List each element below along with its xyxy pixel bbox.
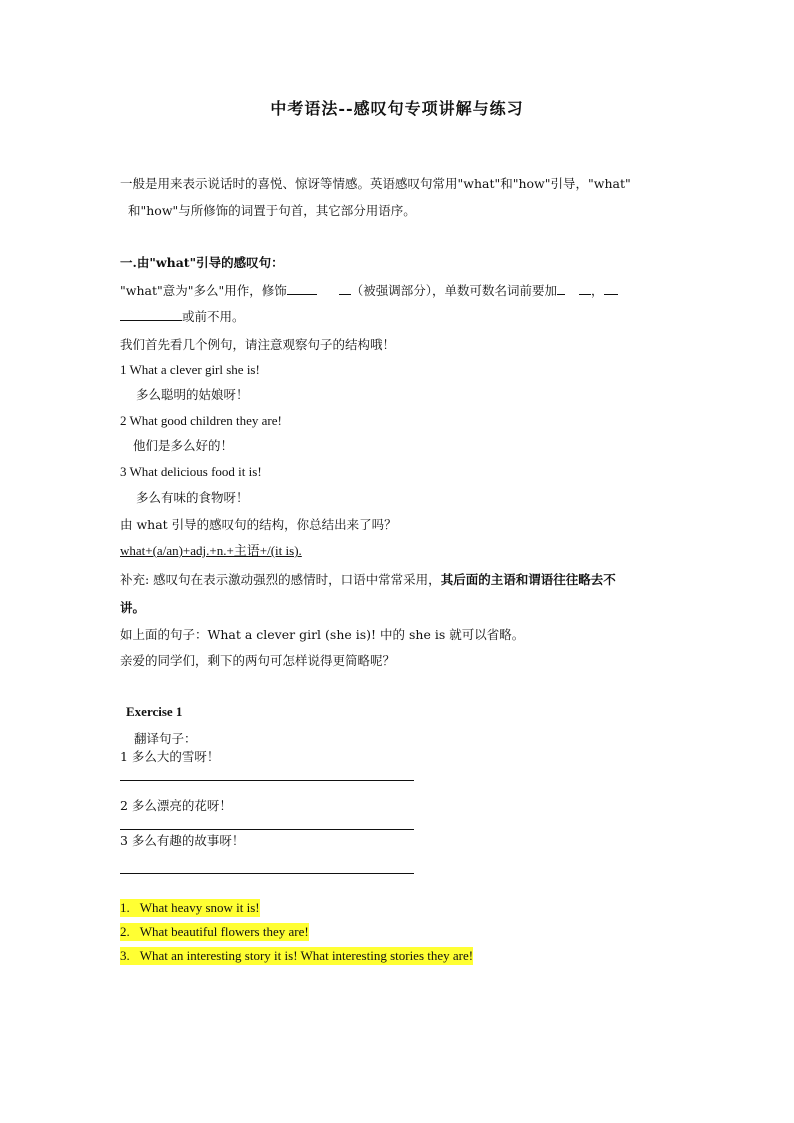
omission-example: 如上面的句子：What a clever girl (she is)! 中的 she is 就可以省略。 [120,627,525,642]
example-3-en: 3 What delicious food it is! [120,464,262,479]
answer-line-1 [120,780,414,781]
answer-3-text: What an interesting story it is! What interesting stories they are! [139,948,474,963]
desc-part-a: "what"意为"多么"用作，修饰 [120,283,287,298]
desc-part-b: （被强调部分），单数可数名词前要加 [350,283,557,298]
section1-desc-line2 [120,308,245,326]
exercise-item-2: 2 多么漂亮的花呀！ [120,798,232,813]
fill-blank-1 [287,282,317,295]
example-1-zh: 多么聪明的姑娘呀！ [136,387,249,402]
answer-1-number: 1. [120,900,130,915]
section1-desc-line1 [120,282,618,300]
examples-lead: 我们首先看几个例句，请注意观察句子的结构哦！ [120,337,396,352]
intro-line-2: 和"how"与所修饰的词置于句首，其它部分用语序。 [128,203,416,218]
answer-2-text: What beautiful flowers they are! [139,924,309,939]
simplify-prompt: 亲爱的同学们，剩下的两句可怎样说得更简略呢？ [120,653,396,668]
example-2-en: 2 What good children they are! [120,413,282,428]
exercise-item-3: 3 多么有趣的故事呀！ [120,833,245,848]
desc-part-d: 或前不用。 [182,309,245,324]
fill-blank-4 [579,282,591,295]
answer-3-number: 3. [120,948,130,963]
section1-heading: 一.由"what"引导的感叹句： [120,255,284,270]
page-title: 中考语法--感叹句专项讲解与练习 [270,99,524,118]
desc-part-c: ， [591,283,604,298]
fill-blank-3 [557,282,565,295]
supplement-line2: 讲。 [120,600,146,615]
fill-blank-6 [120,308,182,321]
answer-2 [120,923,309,941]
exercise-item-1: 1 多么大的雪呀！ [120,749,220,764]
supplement-emphasis: 其后面的主语和谓语往往略去不 [440,572,616,587]
answer-line-3 [120,873,414,874]
example-3-zh: 多么有味的食物呀！ [136,490,249,505]
answer-line-2 [120,829,414,830]
structure-question: 由 what 引导的感叹句的结构，你总结出来了吗？ [120,517,397,532]
answer-3 [120,947,473,965]
fill-blank-5 [604,282,618,295]
exercise-heading: Exercise 1 [126,704,183,719]
intro-line-1: 一般是用来表示说话时的喜悦、惊讶等情感。英语感叹句常用"what"和"how"引导，"what" [120,176,631,191]
supplement-line1 [120,571,616,589]
fill-blank-2 [339,282,351,295]
example-1-en: 1 What a clever girl she is! [120,362,260,377]
answer-2-number: 2. [120,924,130,939]
answer-1 [120,899,260,917]
structure-formula: what+(a/an)+adj.+n.+主语+/(it is). [120,543,302,558]
example-2-zh: 他们是多么好的！ [133,438,234,453]
supplement-text: 补充: 感叹句在表示激动强烈的感情时，口语中常常采用， [120,572,441,587]
answer-1-text: What heavy snow it is! [139,900,260,915]
exercise-instruction: 翻译句子： [134,731,197,746]
